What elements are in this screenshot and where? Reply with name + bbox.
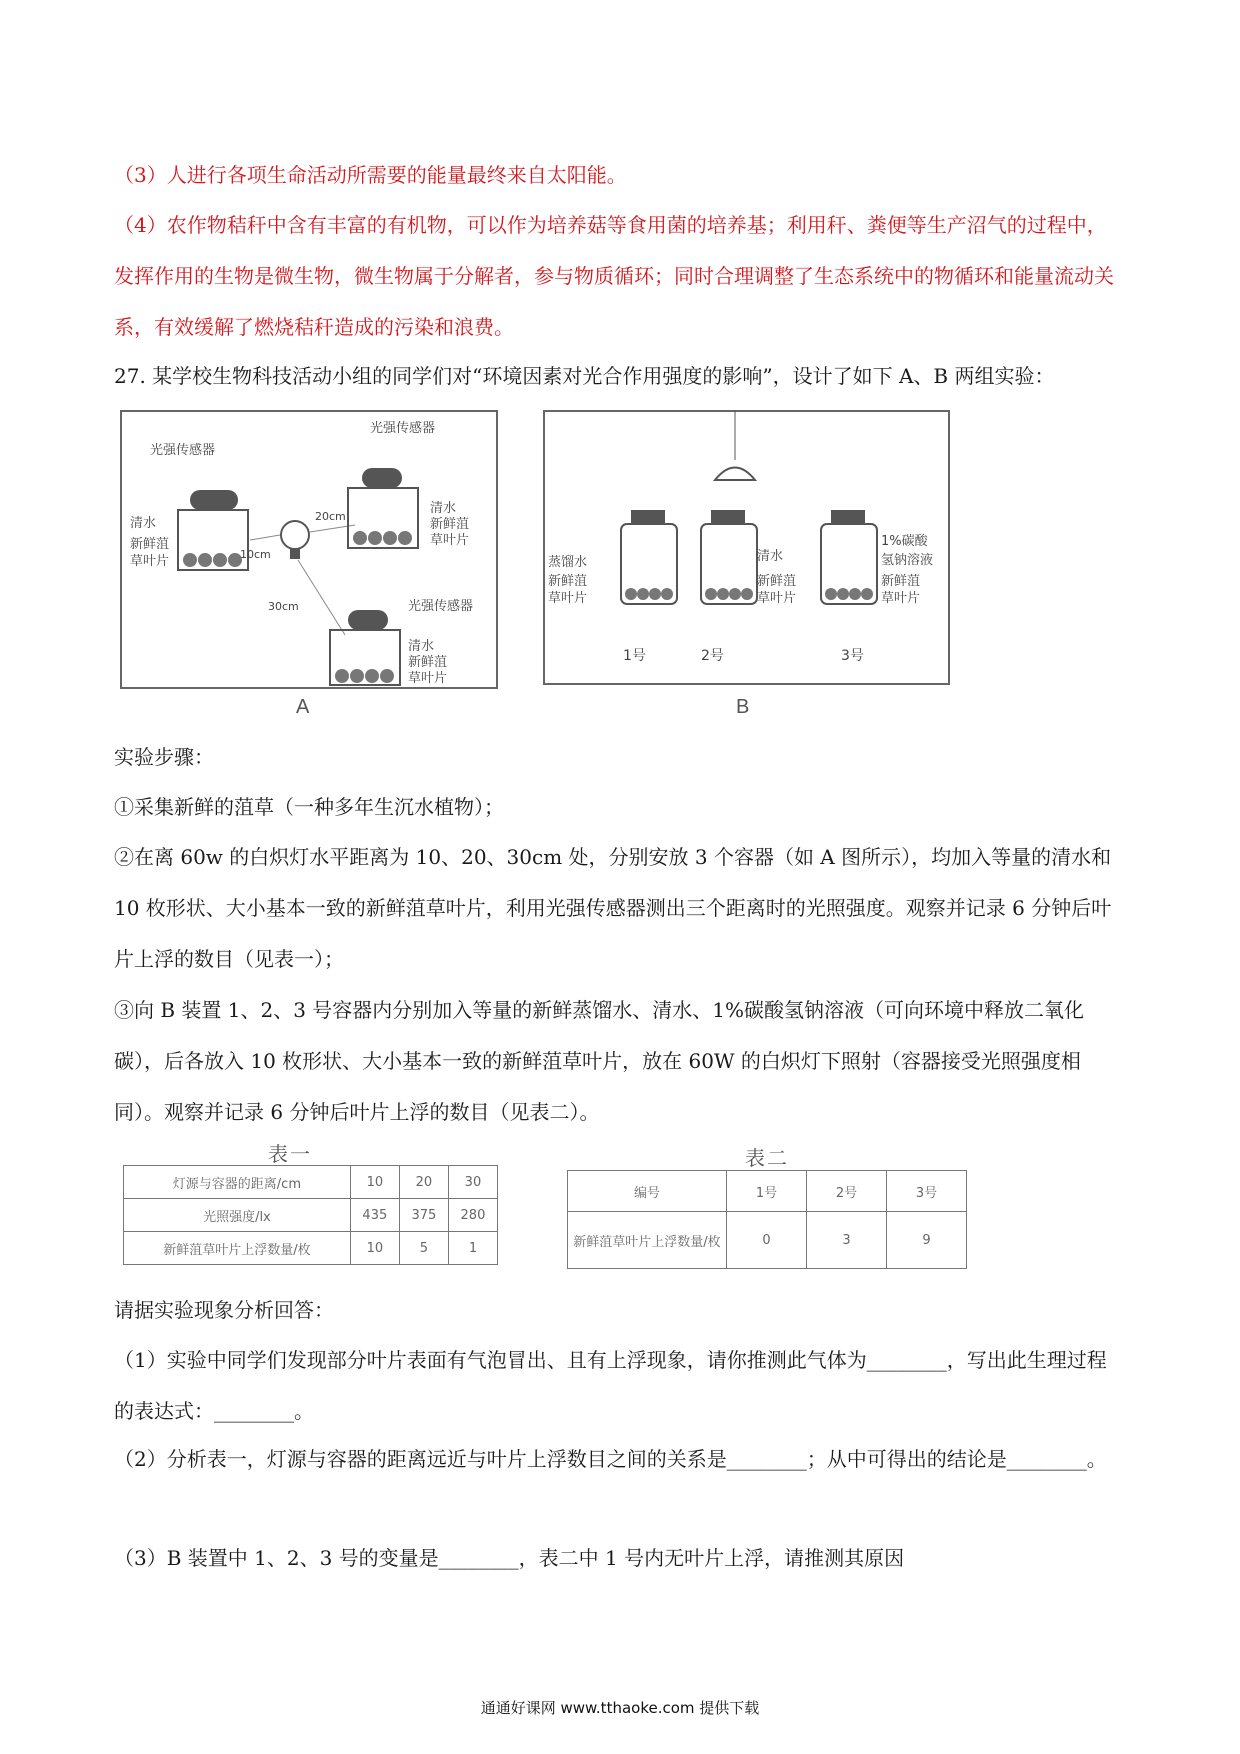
- table2-title: 表二: [745, 1146, 789, 1170]
- step-3: ③向 B 装置 1、2、3 号容器内分别加入等量的新鲜蒸馏水、清水、1%碳酸氢钠溶液（可向环境中释放二氧化碳），后各放入 10 枚形状、大小基本一致的新鲜菹草叶片，放在 60W 的白炽灯下照射（容器接受光照强度相同）。观察并记录 6 分钟后叶片上浮的数目（见表二）。: [114, 998, 1085, 1124]
- svg-text:氢钠溶液: 氢钠溶液: [881, 553, 934, 568]
- lamp-icon: [715, 468, 755, 481]
- svg-text:1%碳酸: 1%碳酸: [881, 534, 928, 549]
- sensor-3-icon: [348, 610, 388, 630]
- analysis-q1: （1）实验中同学们发现部分叶片表面有气泡冒出、且有上浮现象，请你推测此气体为________，写出此生理过程的表达式：________。: [114, 1348, 1107, 1423]
- lamp-icon: [281, 521, 309, 549]
- table-1: [123, 1165, 498, 1265]
- figure-a: [120, 410, 500, 699]
- svg-text:草叶片: 草叶片: [548, 591, 588, 606]
- question-27: 27. 某学校生物科技活动小组的同学们对“环境因素对光合作用强度的影响”，设计了如下 A、B 两组实验：: [114, 364, 1055, 388]
- svg-text:20cm: 20cm: [315, 510, 346, 523]
- svg-text:清水: 清水: [130, 516, 157, 531]
- svg-text:新鲜菹: 新鲜菹: [548, 574, 588, 589]
- table1-title: 表一: [268, 1142, 312, 1166]
- page-footer: 通通好课网 www.tthaoke.com 提供下载: [480, 1699, 760, 1717]
- jar-3: [821, 510, 877, 604]
- table-row: 新鲜菹草叶片上浮数量/枚 0 3 9: [568, 1212, 967, 1269]
- figure-a-caption: A: [296, 696, 310, 718]
- svg-text:草叶片: 草叶片: [430, 533, 470, 548]
- svg-text:清水: 清水: [430, 501, 457, 516]
- svg-text:新鲜菹: 新鲜菹: [881, 574, 921, 589]
- svg-text:光强传感器: 光强传感器: [370, 421, 436, 436]
- svg-text:光强传感器: 光强传感器: [408, 599, 474, 614]
- svg-text:1号: 1号: [623, 648, 646, 664]
- svg-text:新鲜菹: 新鲜菹: [430, 517, 470, 532]
- table-row: 灯源与容器的距离/cm 10 20 30: [124, 1166, 498, 1199]
- analysis-q2: （2）分析表一，灯源与容器的距离远近与叶片上浮数目之间的关系是________；从中可得出的结论是________。: [114, 1447, 1107, 1471]
- figure-b-caption: B: [736, 696, 750, 718]
- svg-text:草叶片: 草叶片: [130, 554, 170, 569]
- svg-text:草叶片: 草叶片: [408, 671, 448, 686]
- table-row: 新鲜菹草叶片上浮数量/枚 10 5 1: [124, 1232, 498, 1265]
- analysis-heading: 请据实验现象分析回答：: [114, 1298, 334, 1322]
- svg-text:清水: 清水: [757, 549, 784, 564]
- table-row: 编号 1号 2号 3号: [568, 1171, 967, 1212]
- figure-b: [543, 410, 953, 699]
- svg-text:草叶片: 草叶片: [881, 591, 921, 606]
- table-2: [567, 1170, 967, 1269]
- sensor-1-icon: [190, 490, 238, 510]
- svg-text:新鲜菹: 新鲜菹: [757, 574, 797, 589]
- svg-text:2号: 2号: [701, 648, 724, 664]
- answer-3: （3）人进行各项生命活动所需要的能量最终来自太阳能。: [114, 163, 627, 187]
- answer-4: （4）农作物秸秆中含有丰富的有机物，可以作为培养菇等食用菌的培养基；利用秆、粪便等生产沼气的过程中，发挥作用的生物是微生物，微生物属于分解者，参与物质循环；同时合理调整了生态系统中的物循环和能量流动关系，有效缓解了燃烧秸秆造成的污染和浪费。: [114, 213, 1114, 339]
- jar-1: [621, 510, 677, 604]
- sensor-2-icon: [362, 468, 402, 488]
- analysis-q3: （3）B 装置中 1、2、3 号的变量是________，表二中 1 号内无叶片上浮，请推测其原因: [114, 1546, 905, 1570]
- table-row: 光照强度/lx 435 375 280: [124, 1199, 498, 1232]
- step-1: ①采集新鲜的菹草（一种多年生沉水植物）；: [114, 795, 504, 819]
- svg-text:新鲜菹: 新鲜菹: [408, 655, 448, 670]
- svg-text:蒸馏水: 蒸馏水: [548, 555, 588, 570]
- svg-text:草叶片: 草叶片: [757, 591, 797, 606]
- svg-text:3号: 3号: [841, 648, 864, 664]
- svg-text:30cm: 30cm: [268, 600, 299, 613]
- steps-heading: 实验步骤：: [114, 745, 214, 769]
- svg-text:新鲜菹: 新鲜菹: [130, 537, 170, 552]
- jar-2: [701, 510, 757, 604]
- step-2: ②在离 60w 的白炽灯水平距离为 10、20、30cm 处，分别安放 3 个容器（如 A 图所示），均加入等量的清水和 10 枚形状、大小基本一致的新鲜菹草叶片，利用光强传感器测出三个距离时的光照强度。观察并记录 6 分钟后叶片上浮的数目（见表一）；: [114, 845, 1112, 971]
- svg-text:10cm: 10cm: [240, 548, 271, 561]
- svg-text:清水: 清水: [408, 639, 435, 654]
- svg-text:光强传感器: 光强传感器: [150, 443, 216, 458]
